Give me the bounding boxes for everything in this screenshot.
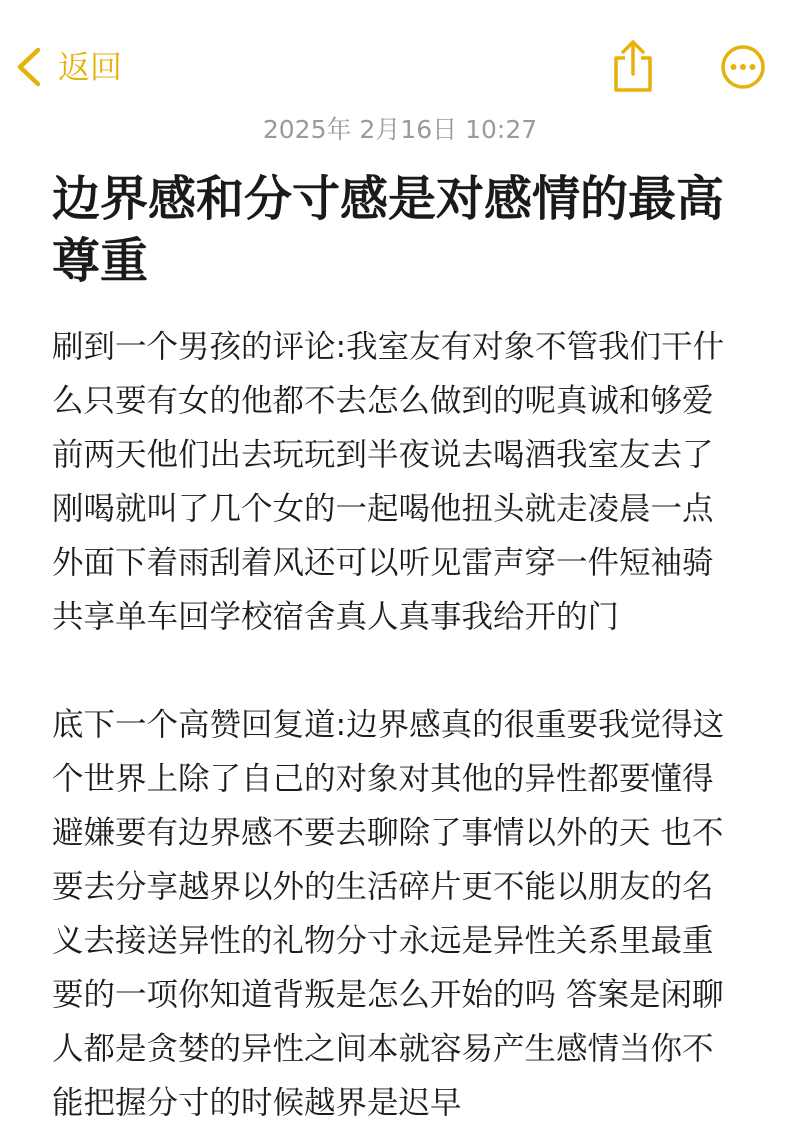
back-label: 返回 — [58, 48, 123, 86]
share-button[interactable] — [610, 38, 656, 94]
more-button[interactable] — [720, 44, 766, 90]
note-paragraph: 刷到一个男孩的评论:我室友有对象不管我们干什么只要有女的他都不去怎么做到的呢真诚和够爱前两天他们出去玩玩到半夜说去喝酒我室友去了 刚喝就叫了几个女的一起喝他扭头就走凌晨一点外面下着雨刮着风还可以听见雷声穿一件短袖骑共享单车回学校宿舍真人真事我给开的门 — [52, 329, 725, 635]
navigation-bar — [0, 0, 800, 115]
note-paragraph: 底下一个高赞回复道:边界感真的很重要我觉得这个世界上除了自己的对象对其他的异性都要懂得避嫌要有边界感不要去聊除了事情以外的天 也不要去分享越界以外的生活碎片更不能以朋友的名义去接送异性的礼物分寸永远是异性关系里最重要的一项你知道背叛是怎么开始的吗 答案是闲聊人都是贪婪的异性之间本就容易产生感情当你不能把握分寸的时候越界是迟早 — [52, 707, 725, 1121]
note-date: 2025年 2月16日 10:27 — [262, 115, 538, 144]
paragraph-spacer — [52, 644, 742, 698]
more-icon — [720, 44, 766, 90]
back-button[interactable] — [14, 44, 122, 90]
note-body[interactable] — [52, 320, 742, 1130]
note-title: 边界感和分寸感是对感情的最高尊重 — [52, 171, 725, 289]
share-icon — [610, 38, 656, 94]
chevron-left-icon — [14, 46, 44, 88]
